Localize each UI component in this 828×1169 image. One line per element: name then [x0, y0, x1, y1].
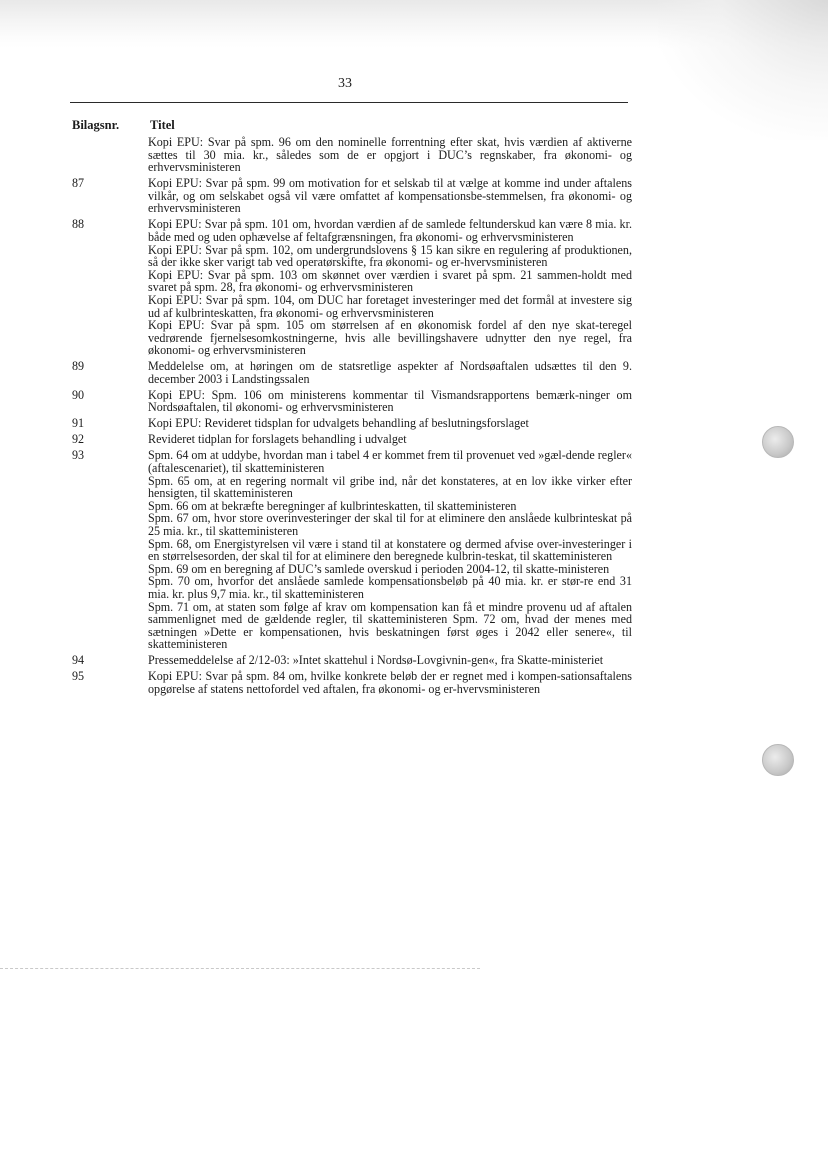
annex-titles [148, 654, 632, 667]
annex-titles [148, 136, 632, 174]
annex-titles [148, 433, 632, 446]
page-number: 33 [338, 76, 352, 91]
table-row [72, 670, 632, 695]
annex-title: Spm. 65 om, at en regering normalt vil gribe ind, når det konstateres, at en lov ikke virker efter hensigten, til skatteministeren [148, 473, 632, 501]
annex-title: Kopi EPU: Svar på spm. 96 om den nominelle forrentning efter skat, hvis værdien af aktiverne sættes til 30 mia. kr., således som de er opgjort i DUC’s regnskaber, fra økonomi- og erhvervsministeren [148, 135, 632, 175]
annex-number: 87 [72, 176, 85, 191]
annex-number: 94 [72, 653, 85, 668]
annex-number: 91 [72, 416, 85, 431]
annex-title: Kopi EPU: Svar på spm. 84 om, hvilke konkrete beløb der er regnet med i kompen-sationsaftalens opgørelse af statens nettofordel ved aftalen, fra økonomi- og er-hvervsministeren [148, 669, 632, 696]
table-header [72, 118, 632, 133]
annex-title: Kopi EPU: Spm. 106 om ministerens kommentar til Vismandsrapportens bemærk-ninger om Nordsøaftalen, til økonomi- og erhvervsministeren [148, 387, 632, 415]
annex-number: 90 [72, 387, 85, 402]
annex-titles [148, 449, 632, 651]
scan-artifact-line [0, 968, 480, 969]
annex-titles [148, 177, 632, 215]
annex-title: Kopi EPU: Svar på spm. 105 om størrelsen af en økonomisk fordel af den nye skat-teregel vedrørende fjernelsesomkostningerne, hvis alle bevillingshavere udnytter den nye regel, fra økonomi- og erhvervsministeren [148, 318, 632, 358]
annex-title: Spm. 69 om en beregning af DUC’s samlede overskud i perioden 2004-12, til skatte-ministeren [148, 561, 610, 576]
annex-title: Kopi EPU: Svar på spm. 99 om motivation for et selskab til at vælge at komme ind under aftalens vilkår, og om selskabet også vil være omfattet af kompensationsbe-stemmelsen, fra økonomi- og erhvervsministeren [148, 176, 632, 216]
annex-number: 95 [72, 669, 85, 684]
annex-title: Kopi EPU: Revideret tidsplan for udvalgets behandling af beslutningsforslaget [148, 416, 529, 431]
annex-title: Spm. 67 om, hvor store overinvesteringer der skal til for at eliminere den anslåede kulbrinteskat på 25 mia. kr., til skatteministeren [148, 511, 632, 538]
annex-list [72, 118, 632, 699]
annex-titles [148, 417, 632, 430]
annex-number: 88 [72, 217, 85, 232]
annex-title: Spm. 66 om at bekræfte beregninger af kulbrinteskatten, til skatteministeren [148, 498, 517, 513]
table-row [72, 417, 632, 430]
punch-hole-upper [762, 426, 794, 458]
annex-titles [148, 218, 632, 357]
table-row [72, 136, 632, 174]
annex-title: Meddelelse om, at høringen om de statsretlige aspekter af Nordsøaftalen udsættes til den 9. december 2003 i Landstingssalen [148, 359, 632, 386]
annex-title: Spm. 68, om Energistyrelsen vil være i stand til at konstatere og dermed afvise over-investeringer i en størrelsesorden, der skal til for at eliminere den beregnede kulbrin-teskat, til skatteministeren [148, 536, 632, 564]
table-row [72, 360, 632, 385]
annex-title: Kopi EPU: Svar på spm. 102, om undergrundslovens § 15 kan sikre en regulering af produktionen, så der ikke sker varigt tab ved operatørskifte, fra økonomi- og er-hvervsministeren [148, 242, 632, 270]
table-row [72, 177, 632, 215]
column-header-titel: Titel [150, 118, 175, 132]
column-header-bilagsnr: Bilagsnr. [72, 118, 120, 132]
annex-titles [148, 389, 632, 414]
annex-number [72, 136, 148, 174]
table-row [72, 433, 632, 446]
header-rule [70, 102, 628, 103]
annex-number: 92 [72, 432, 85, 447]
scan-edge-shadow-right [658, 0, 828, 140]
table-row [72, 654, 632, 667]
table-row [72, 218, 632, 357]
punch-hole-lower [762, 744, 794, 776]
annex-title: Spm. 64 om at uddybe, hvordan man i tabel 4 er kommet frem til provenuet ved »gæl-dende regler« (aftalescenariet), til skatteministeren [148, 448, 632, 475]
annex-titles [148, 360, 632, 385]
annex-number: 93 [72, 448, 85, 463]
annex-title: Kopi EPU: Svar på spm. 103 om skønnet over værdien i svaret på spm. 21 sammen-holdt med svaret på spm. 28, fra økonomi- og erhvervsministeren [148, 267, 632, 295]
annex-title: Spm. 70 om, hvorfor det anslåede samlede kompensationsbeløb på 40 mia. kr. er stør-re end 31 mia. kr. plus 9,7 mia. kr., til skatteministeren [148, 574, 632, 601]
table-row [72, 449, 632, 651]
annex-entries [72, 136, 632, 695]
annex-title: Spm. 71 om, at staten som følge af krav om kompensation kan få et mindre provenu ud af aftalen sammenlignet med de gældende regler, til skatteministeren Spm. 72 om, hvad der menes med sætningen »Dette er kompensationen, hvis beskatningen først øges i 2042 eller senere«, til skatteministeren [148, 599, 632, 652]
annex-title: Kopi EPU: Svar på spm. 104, om DUC har foretaget investeringer med det formål at investere sig ud af kulbrinteskatten, fra økonomi- og erhvervsministeren [148, 292, 632, 320]
annex-title: Pressemeddelelse af 2/12-03: »Intet skattehul i Nordsø-Lovgivnin-gen«, fra Skatte-ministeriet [148, 653, 604, 668]
annex-title: Revideret tidplan for forslagets behandling i udvalget [148, 432, 407, 447]
annex-title: Kopi EPU: Svar på spm. 101 om, hvordan værdien af de samlede feltunderskud kan være 8 mia. kr. både med og uden ophævelse af feltafgrænsningen, fra økonomi- og erhvervsministeren [148, 217, 632, 244]
annex-number: 89 [72, 359, 85, 374]
table-row [72, 389, 632, 414]
annex-titles [148, 670, 632, 695]
